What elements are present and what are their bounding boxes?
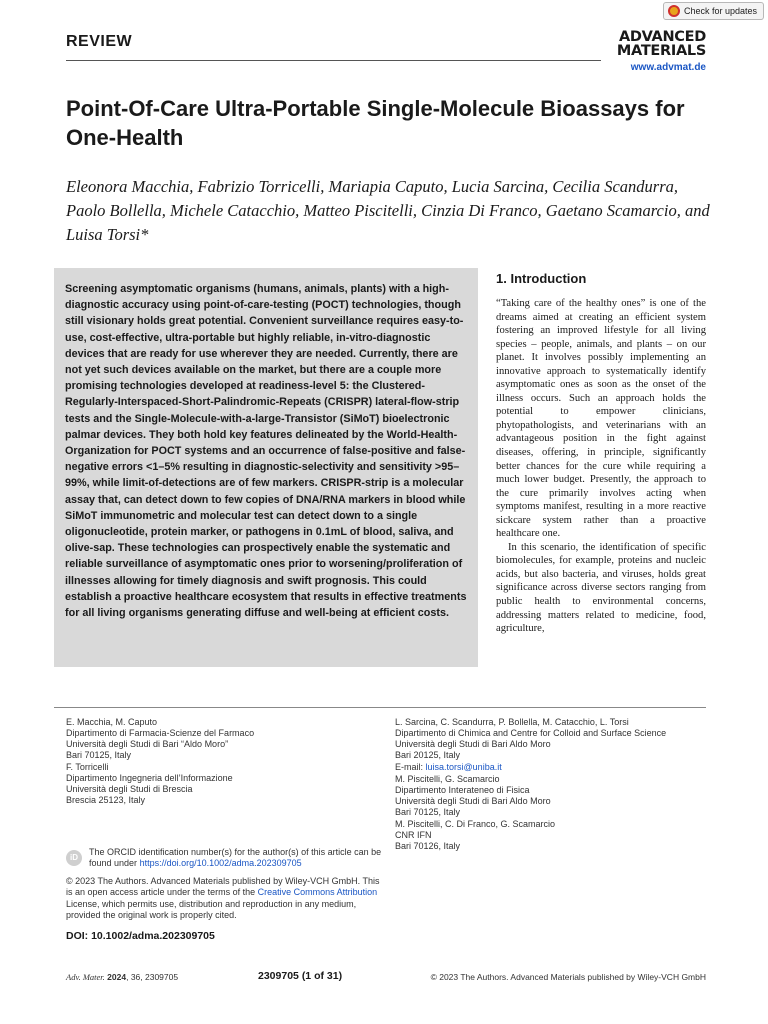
affiliation-line: M. Piscitelli, G. Scamarcio (395, 774, 500, 784)
journal-logo-line1: ADVANCED (618, 29, 706, 45)
email-link[interactable]: luisa.torsi@uniba.it (425, 762, 502, 772)
affiliation-line: E. Macchia, M. Caputo (66, 717, 158, 727)
abstract-text: Screening asymptomatic organisms (humans, animals, plants) with a high-diagnostic accuracy using point-of-care-testing (POCT) technologies, though still visionary holds great potential. Convenient surveillance requires easy-to-use, cost-effective, ultra-portable but highly reliable, in-vitro-diagnostic devices that are ready for use wherever they are needed. Currently, there are not yet such devices available on the market, but there are a couple more promising technologies developed at readiness-level 5: the Clustered-Regularly-Interspaced-Short-Palindromic-Repeats (CRISPR) lateral-flow-strip tests and the Single-Molecule-with-a-large-Transistor (SiMoT) bioelectronic palmar devices. They both hold key features delineated by the World-Health-Organization for POCT systems and an occurrence of false-positive and false-negative errors <1–5% resulting in diagnostic-selectivity and sensitivity >95–99%, while limit-of-detections are of few markers. CRISPR-strip is a molecular assay that, can detect down to few copies of DNA/RNA markers in blood while SiMoT immunometric and molecular test can detect down to a single oligonucleotide, protein marker, or pathogens in 0.1mL of blood, saliva, and olive-sap. These technologies can prospectively enable the systematic and reliable surveillance of asymptomatic ones prior to worsening/proliferation of illnesses allowing for timely diagnosis and swift prognosis. This could establish a proactive healthcare ecosystem that results in effective treatments for all living organisms generating diffuse and well-being at efficient costs. (65, 283, 467, 620)
affiliations-left (66, 717, 386, 807)
footer-page-number (258, 970, 342, 982)
affiliation-line: Università degli Studi di Bari “Aldo Moro” (66, 739, 229, 749)
affiliation-line: Università degli Studi di Brescia (66, 784, 193, 794)
abstract-box (54, 268, 478, 667)
affiliation-line: Brescia 25123, Italy (66, 795, 146, 805)
affiliation-block (66, 717, 386, 761)
footer-volume: , 36, 2309705 (126, 972, 179, 982)
journal-logo (602, 30, 706, 58)
affiliation-block (66, 762, 386, 806)
email-label: E-mail: (395, 762, 424, 772)
affiliation-line: F. Torricelli (66, 762, 109, 772)
footer-journal: Adv. Mater. (66, 972, 105, 982)
affiliation-line: CNR IFN (395, 830, 432, 840)
license-text-2: License, which permits use, distribution and reproduction in any medium, provided the original work is properly cited. (66, 898, 357, 920)
article-title: Point-Of-Care Ultra-Portable Single-Molecule Bioassays for One-Health (66, 96, 685, 150)
orcid-link[interactable]: https://doi.org/10.1002/adma.202309705 (139, 858, 302, 868)
affiliation-line: Dipartimento Interateneo di Fisica (395, 785, 530, 795)
section-label: REVIEW (66, 33, 133, 50)
affiliation-line: L. Sarcina, C. Scandurra, P. Bollella, M. Catacchio, L. Torsi (395, 717, 629, 727)
license-link[interactable]: Creative Commons Attribution (257, 887, 378, 898)
footer-divider (54, 707, 706, 708)
intro-paragraph: In this scenario, the identification of specific biomolecules, for example, proteins and nucleic acids, but also bacteria, and viruses, holds great significance across diverse sectors ranging from public health to environmental concerns, addressing matters related to medicine, food, agriculture, (496, 541, 706, 635)
check-updates-label: Check for updates (683, 6, 757, 16)
affiliation-line: Dipartimento di Chimica and Centre for Colloid and Surface Science (395, 728, 667, 738)
affiliation-line: Dipartimento Ingegneria dell’Informazione (66, 773, 233, 783)
license-note (66, 876, 386, 921)
introduction-body (496, 297, 706, 636)
footer-citation (66, 972, 178, 982)
email-line (395, 762, 715, 773)
affiliation-line: Università degli Studi di Bari Aldo Moro (395, 796, 551, 806)
footer-page-id: 2309705 (258, 970, 299, 982)
introduction-heading: 1. Introduction (496, 271, 587, 286)
orcid-icon: iD (66, 850, 82, 866)
license-text-1: © 2023 The Authors. Advanced Materials published by Wiley-VCH GmbH. This is an open access article under the terms of the (66, 876, 380, 898)
footer-year: 2024 (107, 972, 127, 982)
affiliation-line: M. Piscitelli, C. Di Franco, G. Scamarcio (395, 819, 556, 829)
orcid-text: The ORCID identification number(s) for the author(s) of this article can be found under (89, 847, 382, 868)
check-for-updates-badge[interactable] (663, 2, 764, 20)
affiliations-right (395, 717, 715, 853)
affiliation-line: Bari 70125, Italy (66, 750, 132, 760)
affiliation-block (395, 819, 715, 852)
author-list: Eleonora Macchia, Fabrizio Torricelli, Mariapia Caputo, Lucia Sarcina, Cecilia Scandurra, Paolo Bollella, Michele Catacchio, Matteo Piscitelli, Cinzia Di Franco, Gaetano Scamarcio, and Luisa Torsi* (66, 177, 710, 244)
affiliation-line: Bari 70126, Italy (395, 841, 461, 851)
footer-page-count: (1 of 31) (301, 970, 343, 982)
affiliation-block (395, 774, 715, 818)
affiliation-line: Bari 20125, Italy (395, 750, 461, 760)
intro-paragraph: “Taking care of the healthy ones” is one of the dreams aimed at creating an efficient system fostering an improved lifestyle for all living species – people, animals, and plants – on our planet. It involves possibly implementing an innovative approach to systematically identify asymptomatic ones as soon as the onset of the illness occurs. Such an approach holds the potential to empower clinicians, phytopathologists, and veterinarians with an advantageous position in the fight against diseases, offering, in principle, significantly better chances for the cure while requiring a much lower budget. Presently, the approach to the cure primarily involves acting when symptoms manifest, resulting in a more reactive sickcare system rather than a proactive healthcare one. (496, 298, 706, 540)
affiliation-block (395, 717, 715, 761)
affiliation-line: Bari 70125, Italy (395, 807, 461, 817)
footer-copyright: © 2023 The Authors. Advanced Materials published by Wiley-VCH GmbH (430, 972, 706, 982)
orcid-note (89, 847, 389, 869)
doi-label: DOI: 10.1002/adma.202309705 (66, 930, 215, 942)
journal-url-link[interactable]: www.advmat.de (630, 62, 706, 73)
affiliation-line: Dipartimento di Farmacia-Scienze del Farmaco (66, 728, 255, 738)
header-divider (66, 60, 601, 61)
affiliation-line: Università degli Studi di Bari Aldo Moro (395, 739, 551, 749)
journal-logo-line2: MATERIALS (616, 43, 706, 59)
check-updates-icon (668, 5, 680, 17)
